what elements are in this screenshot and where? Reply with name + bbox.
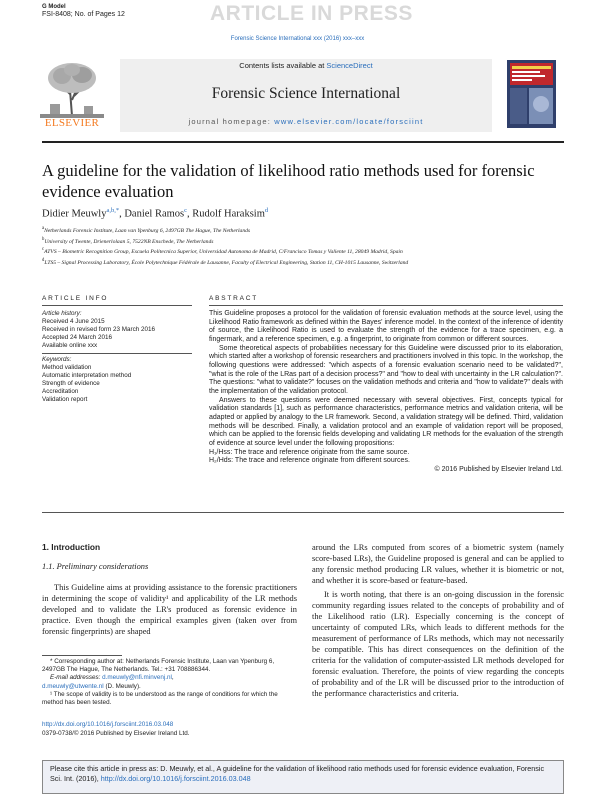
article-in-press-watermark: ARTICLE IN PRESS (210, 2, 413, 25)
contents-line (120, 61, 492, 70)
abstract-body (209, 310, 563, 474)
journal-cover-image (507, 60, 556, 128)
section-rule (42, 512, 564, 513)
email-owner: (D. Meuwly). (103, 682, 141, 690)
article-info-block (42, 310, 192, 404)
keyword-item: Automatic interpretation method (42, 372, 132, 380)
author-name: Rudolf Haraksim (192, 208, 265, 220)
keyword-item: Accreditation (42, 387, 79, 395)
contents-prefix: Contents lists available at (239, 61, 327, 70)
article-info-header (42, 295, 192, 306)
citation-box (42, 760, 564, 794)
doi-block (42, 721, 189, 738)
author-affil-mark[interactable]: a,b,* (106, 207, 120, 214)
abstract-heading: ABSTRACT (209, 295, 259, 302)
author-list: Didier Meuwly$^{a,b,*}$, Daniel Ramos$^c$, Rudolf Haraksim$^d$ (42, 207, 269, 220)
author-name: Daniel Ramos (124, 208, 185, 220)
affiliation-line: $^d$LTS5 – Signal Processing Laboratory, École Polytechnique Fédérale de Lausanne, Faculty of Electrical Engineering, Station 11, CH-1015 Lausanne, Switzerland (42, 257, 409, 266)
abstract-paragraph: Some theoretical aspects of probabilities necessary for this Guideline were discussed prior to its elaboration, which started after a workshop of forensic researchers and practitioners involved in this topic. In the workshop, the following questions were addressed: "which aspects of a forensic evaluation scenario need to be validated?", "what is the role of the LRas part of a decision process?" and "how to deal with uncertainty in the LR calculation?". The questions: "what to validate?" focuses on the validation methods and criteria and "how to validate?" deals with the implementation of the validation protocol. (209, 344, 563, 395)
sciencedirect-link[interactable]: ScienceDirect (326, 61, 373, 70)
article-info-heading: ARTICLE INFO (42, 295, 109, 302)
email-link[interactable]: d.meuwly@utwente.nl (42, 682, 104, 690)
author-affil-mark[interactable]: d (264, 207, 269, 214)
article-title: A guideline for the validation of likelihood ratio methods used for forensic evidence evaluation (42, 161, 535, 201)
homepage-link[interactable]: www.elsevier.com/locate/forsciint (274, 117, 424, 126)
proposition-h1: H₁/Hss: The trace and reference originate from the same source. (209, 448, 410, 456)
citation-text: Please cite this article in press as: D. Meuwly, et al., A guideline for the validation of likelihood ratio methods used for forensic evidence evaluation, Forensic Sci. Int. (2016), (50, 764, 545, 783)
history-item: Received in revised form 23 March 2016 (42, 325, 156, 333)
doi-link[interactable]: http://dx.doi.org/10.1016/j.forsciint.2016.03.048 (42, 721, 174, 728)
footnotes (42, 658, 297, 707)
info-divider (42, 353, 192, 354)
keywords-label: Keywords: (42, 356, 72, 364)
history-item: Available online xxx (42, 341, 98, 349)
footnote-corresponding: * Corresponding author at: Netherlands Forensic Institute, Laan van Ypenburg 6, 2497GB The Hague, The Netherlands. Tel.: +31 708886344. (42, 658, 275, 674)
journal-reference-link[interactable]: Forensic Science International xxx (2016) xxx–xxx (230, 36, 365, 42)
manuscript-ref: FSI-8408; No. of Pages 12 (42, 11, 125, 18)
abstract-rule (209, 305, 563, 306)
abstract-paragraph: This Guideline proposes a protocol for the validation of forensic evaluation methods at the source level, using the Likelihood Ratio framework as defined within the Bayes' inference model. In the context of the inference of identity of source, the Likelihood Ratio is used to evaluate the strength of the evidence for a trace specimen, e.g. a fingermark, and a reference specimen, e.g. a fingerprint, to originate from common or different sources. (209, 310, 563, 343)
body-left-column (42, 542, 297, 637)
body-paragraph: This Guideline aims at providing assistance to the forensic practitioners in determining the scope of validity¹ and applicability of the LR methods developed and to validate the LR's produced as forensic evidence in practice. Even though the empirical examples given (taken over from forensic fingerprints) are shaped (42, 583, 297, 636)
affiliation-line: $^a$Netherlands Forensic Institute, Laan van Ypenburg 6, 2497GB The Hague, The Netherlands (42, 226, 251, 234)
citation-doi-link[interactable]: http://dx.doi.org/10.1016/j.forsciint.2016.03.048 (100, 774, 251, 783)
journal-homepage (120, 117, 492, 126)
history-item: Accepted 24 March 2016 (42, 333, 113, 341)
footnote-rule (42, 655, 122, 656)
keyword-item: Validation report (42, 395, 88, 403)
article-info-rule (42, 305, 192, 306)
body-paragraph: around the LRs computed from scores of a biometric system (namely score-based LRs), the Guideline proposed is general and can be applied to any forensic method producing LR values, whether it is biometric or not, and whether it is score-based or feature-based. (312, 543, 564, 585)
section-heading: 1. Introduction (42, 542, 101, 552)
journal-name: Forensic Science International (211, 85, 401, 102)
footnote-emails-cont (42, 683, 297, 691)
history-label: Article history: (42, 310, 82, 317)
footnote-scope: ¹ The scope of validity is to be understood as the range of conditions for which the method has been tested. (42, 690, 278, 707)
author-name: Didier Meuwly (42, 208, 107, 220)
email-link[interactable]: d.meuwly@nfi.minvenj.nl (102, 674, 172, 682)
affiliation-line: $^b$University of Twente, Drienerlolaan 5, 7522NB Enschede, The Netherlands (42, 236, 214, 245)
abstract-paragraph: Answers to these questions were deemed necessary with several objectives. First, concepts typical for validation standards [1], such as performance characteristics, performance metrics and validation criteria, will be adapted or applied by analogy to the LR framework. Second, a validation strategy will be defined. Third, validation methods will be described. Finally, a validation protocol and an example of validation report will be proposed, which can be applied to the forensic fields developing and validating LR methods for the evaluation of the strength of evidence at source level under the following propositions: (209, 396, 563, 447)
author-affil-mark[interactable]: c (184, 207, 188, 214)
abstract-copyright: © 2016 Published by Elsevier Ireland Ltd. (434, 465, 563, 473)
emails-label: E-mail addresses: (50, 674, 103, 682)
history-item: Received 4 June 2015 (42, 317, 105, 325)
affiliation-line: $^c$ATVS – Biometric Recognition Group, Escuela Politecnica Superior, Universidad Autonoma de Madrid, C/Francisco Tomas y Valiente 11, 28049 Madrid, Spain (42, 247, 403, 256)
keyword-item: Method validation (42, 364, 92, 372)
header-rule (42, 141, 564, 143)
footnote-emails: E-mail addresses: d.meuwly@nfi.minvenj.nl, (50, 674, 174, 682)
homepage-prefix: journal homepage: (188, 117, 275, 126)
body-paragraph: It is worth noting, that there is an on-going discussion in the forensic community regarding issues related to the concepts of probability and of the Likelihood ratio (LR). Especially concerning is the concept of uncertainty of computed LRs, which leads to different methods for the measurement of performance of LRs methods, which may not necessarily be compatible. This has direct consequences on the definition of the criteria for the validation of computer-assisted LR methods developed for forensic evaluation. Therefore, the points of view regarding the concepts of probability and of the LR will be discussed prior to the introduction of the performance characteristics and criteria. (312, 590, 564, 698)
affiliations (42, 225, 560, 268)
elsevier-tree-logo (40, 60, 104, 118)
abstract-header (209, 295, 563, 306)
elsevier-wordmark: ELSEVIER (44, 117, 100, 129)
proposition-h2: H₂/Hds: The trace and reference originate from different sources. (209, 457, 410, 465)
g-model-label: G Model (42, 4, 66, 10)
body-right-column (312, 542, 564, 699)
subsection-heading: 1.1. Preliminary considerations (42, 562, 149, 571)
issn-line: 0379-0738/© 2016 Published by Elsevier Ireland Ltd. (42, 729, 190, 737)
keyword-item: Strength of evidence (42, 379, 100, 387)
